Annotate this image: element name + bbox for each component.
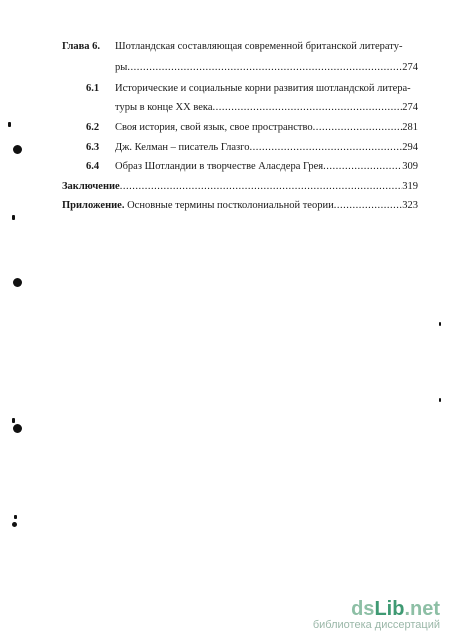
toc-leader bbox=[323, 160, 402, 174]
scan-mark bbox=[8, 122, 11, 127]
toc-conclusion-title: Заключение bbox=[62, 181, 120, 192]
toc-page-number: 309 bbox=[402, 161, 418, 172]
toc-page-number: 281 bbox=[402, 122, 418, 133]
scan-mark bbox=[439, 398, 441, 402]
toc-section-6-3 bbox=[62, 141, 418, 155]
toc-appendix-title: Основные термины постколониальной теории bbox=[124, 200, 334, 211]
toc-page-number: 274 bbox=[402, 62, 418, 73]
toc-page-number: 323 bbox=[402, 200, 418, 211]
toc-section-title: Исторические и социальные корни развития шотландской литера- bbox=[115, 83, 411, 94]
toc-section-title: Своя история, свой язык, свое пространство bbox=[115, 122, 313, 133]
toc-leader bbox=[120, 180, 403, 194]
toc-section-title: Образ Шотландии в творчестве Аласдера Грея bbox=[115, 161, 324, 172]
toc-leader bbox=[213, 101, 403, 115]
toc-leader bbox=[313, 121, 403, 135]
punch-hole-mark bbox=[13, 424, 22, 433]
toc-chapter-title-cont: ры bbox=[115, 62, 128, 73]
toc-chapter-number: Глава 6. bbox=[62, 41, 101, 52]
watermark[interactable] bbox=[313, 599, 440, 632]
toc-appendix bbox=[62, 199, 418, 213]
scan-mark bbox=[12, 215, 15, 220]
toc-section-number: 6.3 bbox=[86, 142, 100, 153]
toc-section-number: 6.1 bbox=[86, 83, 100, 94]
scan-mark bbox=[14, 515, 17, 519]
toc-page-number: 319 bbox=[402, 181, 418, 192]
toc-appendix-label: Приложение. bbox=[62, 200, 125, 211]
toc-chapter-6-line1 bbox=[62, 40, 418, 54]
toc-conclusion bbox=[62, 180, 418, 194]
toc-section-6-1-line1 bbox=[62, 82, 418, 96]
toc-chapter-6-line2 bbox=[62, 61, 418, 75]
watermark-subtitle: библиотека диссертаций bbox=[312, 619, 440, 631]
watermark-logo: dsLib.net bbox=[351, 598, 440, 620]
toc-leader bbox=[127, 61, 402, 75]
scan-mark bbox=[439, 322, 441, 326]
toc-section-6-4 bbox=[62, 160, 418, 174]
punch-hole-mark bbox=[12, 522, 17, 527]
punch-hole-mark bbox=[13, 278, 22, 287]
toc-section-title: Дж. Келман – писатель Глазго bbox=[115, 142, 250, 153]
toc-chapter-title: Шотландская составляющая современной британской литерату- bbox=[115, 41, 403, 52]
toc-section-6-1-line2 bbox=[62, 101, 418, 115]
scan-mark bbox=[12, 418, 15, 423]
toc-section-title-cont: туры в конце XX века bbox=[115, 102, 213, 113]
toc-section-number: 6.4 bbox=[86, 161, 100, 172]
toc-page-number: 274 bbox=[402, 102, 418, 113]
toc-leader bbox=[249, 141, 402, 155]
toc-section-6-2 bbox=[62, 121, 418, 135]
toc-page-number: 294 bbox=[402, 142, 418, 153]
punch-hole-mark bbox=[13, 145, 22, 154]
toc-leader bbox=[334, 199, 403, 213]
toc-section-number: 6.2 bbox=[86, 122, 100, 133]
